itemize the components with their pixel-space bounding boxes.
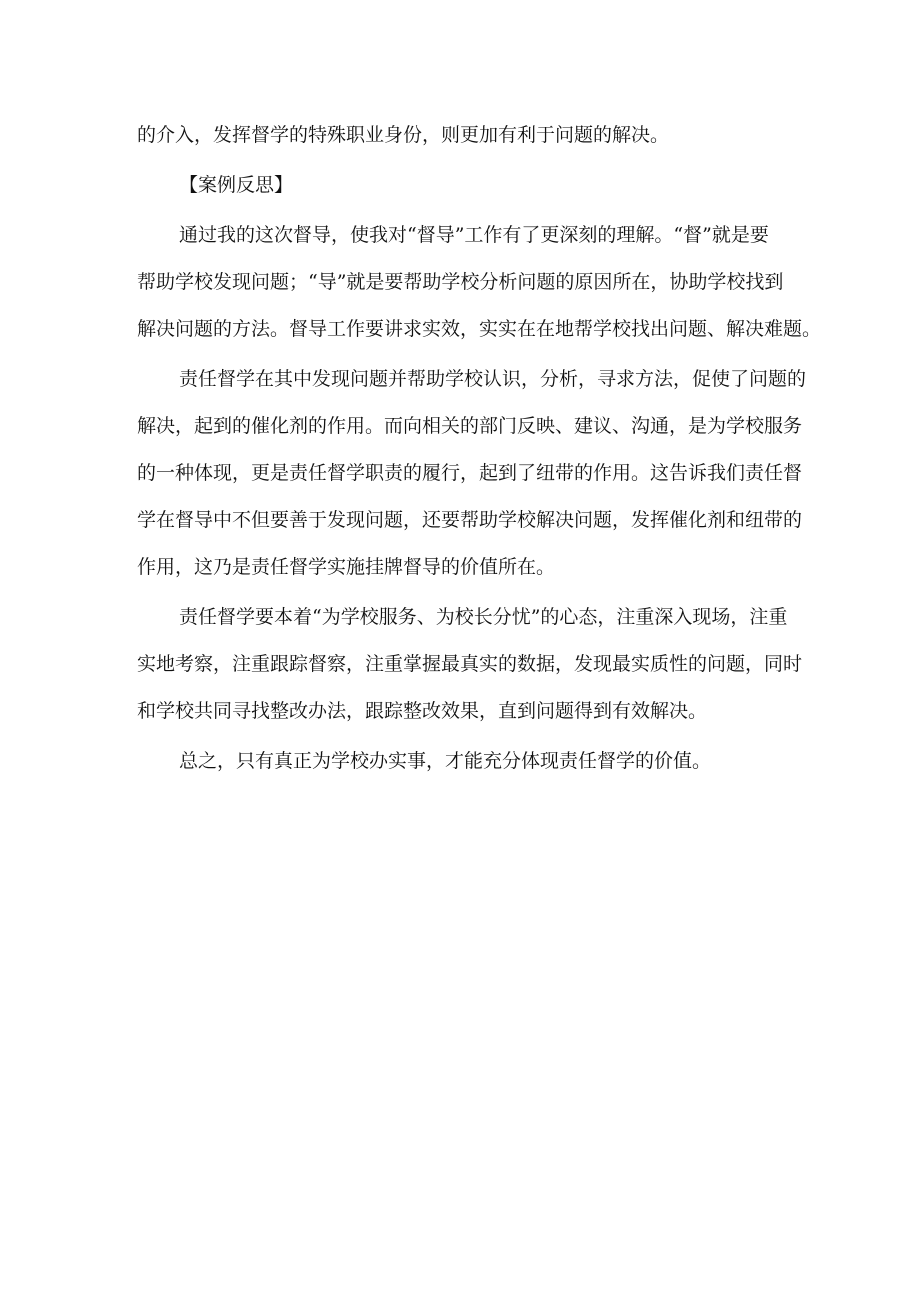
paragraph-2-line-5: 作用，这乃是责任督学实施挂牌督导的价值所在。 [137, 556, 556, 578]
paragraph-2-line-3: 的一种体现，更是责任督学职责的履行，起到了纽带的作用。这告诉我们责任督 [137, 462, 803, 484]
paragraph-2-line-4: 学在督导中不但要善于发现问题，还要帮助学校解决问题，发挥催化剂和纽带的 [137, 509, 803, 531]
paragraph-2-line-2: 解决，起到的催化剂的作用。而向相关的部门反映、建议、沟通，是为学校服务 [137, 415, 803, 437]
paragraph-continuation-line: 的介入，发挥督学的特殊职业身份，则更加有利于问题的解决。 [137, 124, 670, 146]
paragraph-2-line-1: 责任督学在其中发现问题并帮助学校认识，分析，寻求方法，促使了问题的 [179, 368, 807, 390]
paragraph-1-line-3: 解决问题的方法。督导工作要讲求实效，实实在在地帮学校找出问题、解决难题。 [137, 318, 822, 340]
paragraph-1-line-1: 通过我的这次督导，使我对“督导”工作有了更深刻的理解。“督”就是要 [179, 224, 769, 246]
paragraph-1-line-2: 帮助学校发现问题；“导”就是要帮助学校分析问题的原因所在，协助学校找到 [137, 271, 784, 293]
document-body [137, 112, 822, 785]
section-heading-case-reflection: 【案例反思】 [179, 174, 294, 196]
paragraph-4-line-1: 总之，只有真正为学校办实事，才能充分体现责任督学的价值。 [179, 750, 712, 772]
paragraph-3-line-2: 实地考察，注重跟踪督察，注重掌握最真实的数据，发现最实质性的问题，同时 [137, 653, 803, 675]
paragraph-3-line-3: 和学校共同寻找整改办法，跟踪整改效果，直到问题得到有效解决。 [137, 700, 708, 722]
paragraph-3-line-1: 责任督学要本着“为学校服务、为校长分忧”的心态，注重深入现场，注重 [179, 606, 788, 628]
